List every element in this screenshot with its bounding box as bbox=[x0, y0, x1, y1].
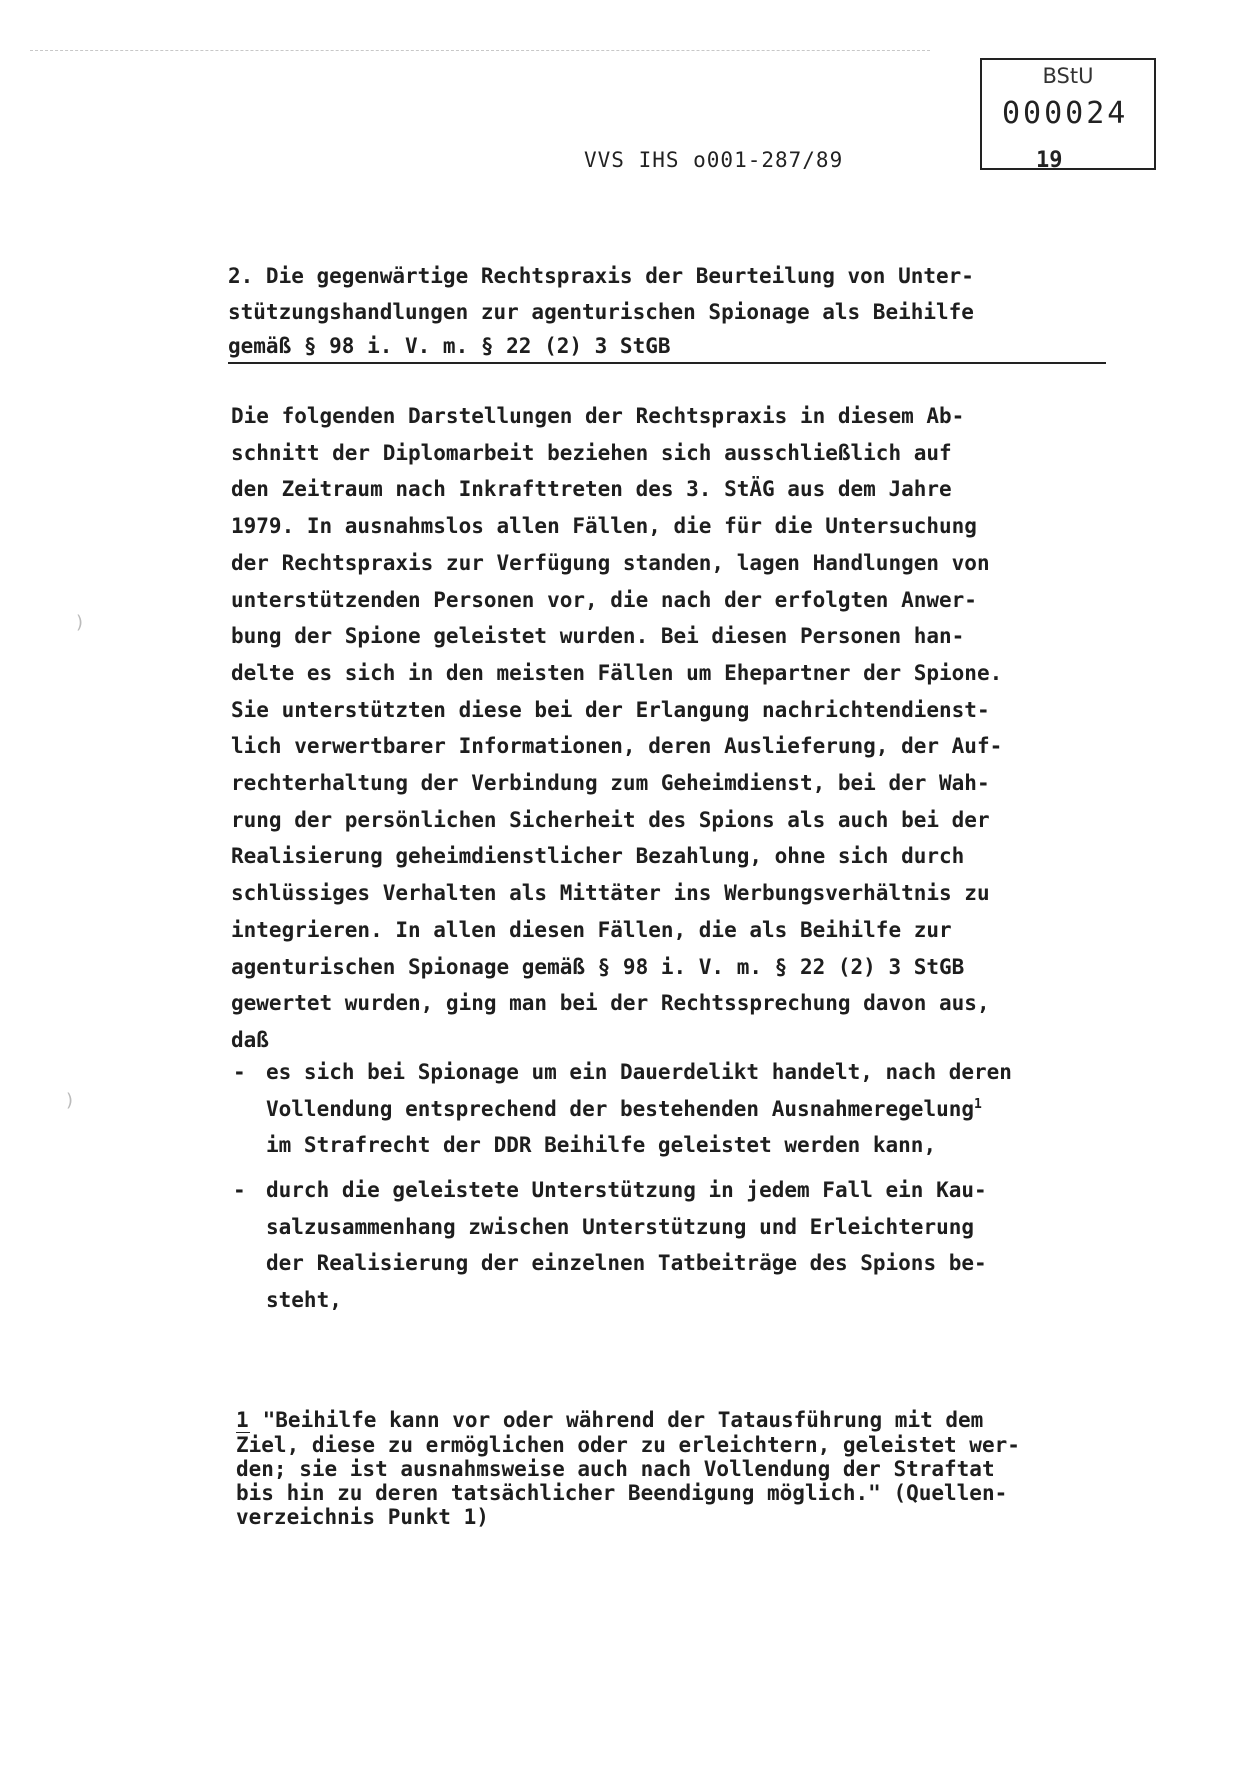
archive-stamp bbox=[980, 58, 1156, 170]
paragraph-line: lich verwertbarer Informationen, deren Auslieferung, der Auf- bbox=[231, 734, 1003, 759]
paragraph-line: Die folgenden Darstellungen der Rechtspraxis in diesem Ab- bbox=[231, 404, 965, 428]
bullet-line: durch die geleistete Unterstützung in jedem Fall ein Kau- bbox=[266, 1178, 987, 1202]
scan-artifact-mark: ) bbox=[76, 612, 84, 633]
paragraph-line: agenturischen Spionage gemäß § 98 i. V. m. § 22 (2) 3 StGB bbox=[231, 954, 965, 979]
paragraph-line: Realisierung geheimdienstlicher Bezahlung, ohne sich durch bbox=[231, 844, 965, 869]
body-paragraph bbox=[231, 398, 1121, 1059]
stamp-number: 000024 bbox=[1002, 96, 1129, 131]
heading-line-underlined: gemäß § 98 i. V. m. § 22 (2) 3 StGB bbox=[228, 330, 1106, 364]
paragraph-line: unterstützenden Personen vor, die nach der erfolgten Anwer- bbox=[231, 587, 977, 612]
footnote-reference: 1 bbox=[974, 1096, 982, 1112]
paragraph-line: rung der persönlichen Sicherheit des Spions als auch bei der bbox=[231, 807, 990, 832]
heading-line: stützungshandlungen zur agenturischen Spionage als Beihilfe bbox=[228, 300, 974, 324]
paragraph-line: schnitt der Diplomarbeit beziehen sich ausschließlich auf bbox=[231, 440, 952, 465]
paragraph-line: schlüssiges Verhalten als Mittäter ins Werbungsverhältnis zu bbox=[231, 881, 990, 906]
bullet-dash: - bbox=[233, 1060, 246, 1084]
footnote-text: "Beihilfe kann vor oder während der Tatausführung mit dem bbox=[250, 1408, 984, 1432]
footnote-mark: 1 bbox=[236, 1408, 249, 1432]
paragraph-line: den Zeitraum nach Inkrafttreten des 3. StÄG aus dem Jahre bbox=[231, 477, 952, 502]
bullet-line-text: Vollendung entsprechend der bestehenden Ausnahmeregelung bbox=[266, 1096, 975, 1121]
stamp-label: BStU bbox=[1042, 64, 1094, 88]
paragraph-line: Sie unterstützten diese bei der Erlangung nachrichtendienst- bbox=[231, 697, 990, 722]
scan-artifact-mark: ) bbox=[66, 1090, 74, 1111]
bullet-dash: - bbox=[233, 1178, 246, 1202]
document-reference: VVS IHS o001-287/89 bbox=[584, 148, 844, 172]
bullet-line bbox=[266, 1091, 1012, 1128]
footnote-line: Ziel, diese zu ermöglichen oder zu erleichtern, geleistet wer- bbox=[236, 1433, 1020, 1457]
paragraph-line: der Rechtspraxis zur Verfügung standen, lagen Handlungen von bbox=[231, 550, 990, 575]
footnote-line: bis hin zu deren tatsächlicher Beendigung möglich." (Quellen- bbox=[236, 1481, 1008, 1505]
paragraph-line: rechterhaltung der Verbindung zum Geheimdienst, bei der Wah- bbox=[231, 771, 990, 796]
footnote bbox=[236, 1408, 1020, 1529]
footnote-line bbox=[236, 1408, 1020, 1433]
paragraph-line: gewertet wurden, ging man bei der Rechtssprechung davon aus, bbox=[231, 991, 990, 1016]
bullet-line: es sich bei Spionage um ein Dauerdelikt handelt, nach deren bbox=[266, 1060, 1012, 1084]
heading-line: 2. Die gegenwärtige Rechtspraxis der Beurteilung von Unter- bbox=[228, 264, 974, 288]
paragraph-line: 1979. In ausnahmslos allen Fällen, die für die Untersuchung bbox=[231, 514, 977, 539]
page-number: 19 bbox=[1036, 148, 1063, 173]
bullet-line: der Realisierung der einzelnen Tatbeiträge des Spions be- bbox=[266, 1251, 987, 1275]
top-edge-rule bbox=[30, 50, 930, 51]
paragraph-line: integrieren. In allen diesen Fällen, die als Beihilfe zur bbox=[231, 917, 952, 942]
paragraph-line: bung der Spione geleistet wurden. Bei diesen Personen han- bbox=[231, 624, 965, 649]
footnote-line: verzeichnis Punkt 1) bbox=[236, 1505, 489, 1529]
bullet-line: steht, bbox=[266, 1287, 342, 1312]
bullet-line: im Strafrecht der DDR Beihilfe geleistet werden kann, bbox=[266, 1133, 937, 1157]
section-heading bbox=[228, 258, 1108, 364]
footnote-line: den; sie ist ausnahmsweise auch nach Vollendung der Straftat bbox=[236, 1457, 995, 1481]
bullet-line: salzusammenhang zwischen Unterstützung und Erleichterung bbox=[266, 1214, 975, 1239]
paragraph-line: delte es sich in den meisten Fällen um Ehepartner der Spione. bbox=[231, 660, 1003, 685]
paragraph-line: daß bbox=[231, 1027, 269, 1052]
